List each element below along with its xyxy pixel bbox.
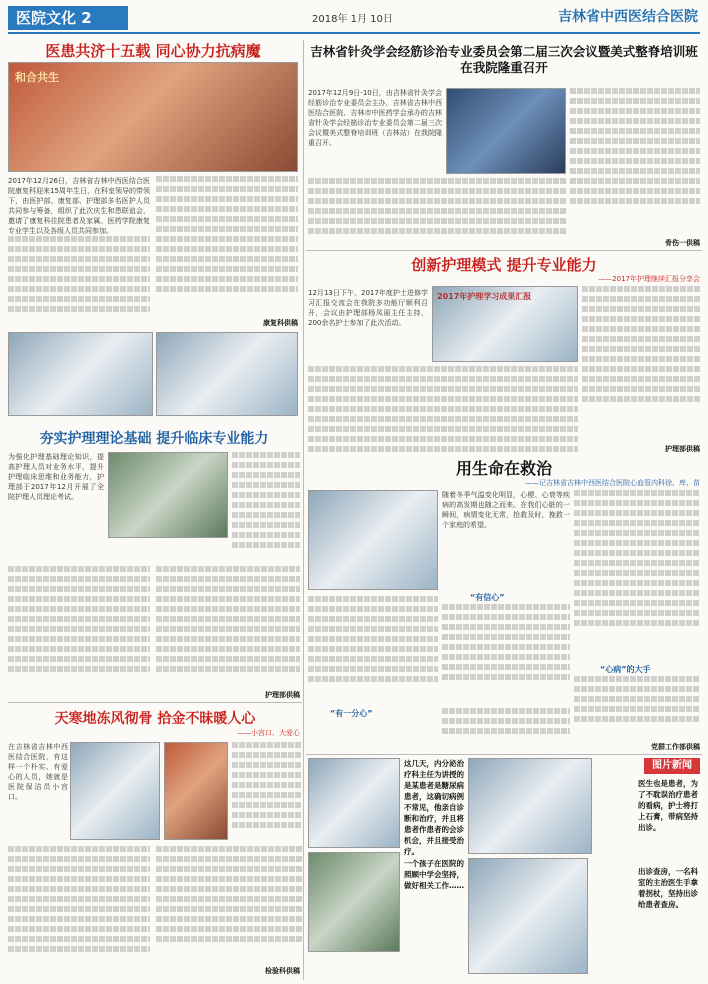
article3-body-col2 (308, 366, 578, 456)
article2-photo (446, 88, 566, 174)
article1-photo-3 (156, 332, 298, 416)
article1-photo-banner: 和合共生 (15, 71, 59, 84)
article3-body (308, 288, 428, 358)
article5-body-col5 (574, 676, 700, 736)
article5-body-col2 (442, 604, 570, 704)
article3-body-col3 (582, 286, 700, 436)
photo-news-4 (468, 858, 588, 974)
article6-source: 检验科供稿 (265, 967, 300, 975)
photo-news-tag: 图片新闻 (644, 758, 700, 774)
article2-source: 骨伤一供稿 (665, 239, 700, 247)
article5-quote-1: “有信心” (470, 593, 505, 602)
photo-news-caption-3: 医生也是患者，为了不耽误治疗患者的看病，护士将打上石膏，带病坚持出诊。 (638, 779, 698, 832)
article2-body-col3 (570, 88, 700, 238)
article4-body-col2 (156, 566, 300, 686)
article3-photo-banner: 2017年护理学习成果汇报 (437, 292, 532, 301)
article3-subtitle: ——2017年护理继续汇报分享会 (598, 275, 700, 283)
article3-source: 护理部供稿 (665, 445, 700, 453)
article5-quote-2: “有一分心” (330, 709, 373, 718)
article1-source: 康复科供稿 (263, 319, 298, 327)
divider (303, 40, 304, 980)
article5-quote-3: “心病”的大手 (600, 665, 651, 674)
newspaper-logo: 吉林省中西医结合医院 (558, 9, 698, 25)
photo-news-1 (308, 758, 400, 848)
section-tab: 医院文化 2 (8, 6, 128, 30)
photo-news-caption-1: 这几天，内分泌治疗科主任为讲授的是某患者是糖尿病患者，这确切病例不常见，他亲自诊断和治疗，并且将患者作患者的会诊机会，并且接受治疗。 (404, 759, 464, 856)
article1-title: 医患共济十五载 同心协力抗病魔 (45, 42, 261, 60)
article4-body-col1 (8, 566, 150, 686)
article5-source: 党群工作部供稿 (651, 743, 700, 751)
article1-photo-2 (8, 332, 153, 416)
page-header (0, 0, 708, 36)
article3-photo (432, 286, 578, 362)
article5-subtitle: ——记吉林省吉林中西医结合医院心血管内科徐、库、苗 (525, 479, 700, 487)
article5-title: 用生命在救治 (455, 459, 552, 478)
photo-news-caption-2: 一个孩子在医院的照顾中学会坚持，做好相关工作…… (404, 859, 464, 890)
article6-body-col1 (8, 846, 150, 966)
article4-photo (108, 452, 228, 538)
article6-photo-2 (164, 742, 228, 840)
article6-body-col3 (232, 742, 302, 840)
article5-lead: 随着冬季气温变化明显，心梗、心衰等疾病的高发期也随之而来。在我们心脏的一瞬间，病情变化无常，抢救及时，挽救一个家庭的希望。 (442, 491, 570, 529)
article6-photo (70, 742, 160, 840)
article5-photo (308, 490, 438, 590)
issue-date: 2018年 1月 10日 (312, 14, 393, 25)
article5-body (442, 490, 570, 586)
article3-title: 创新护理模式 提升专业能力 (411, 256, 597, 274)
article6-body-col2 (156, 846, 302, 956)
divider (306, 250, 702, 251)
article5-body-col1 (308, 596, 438, 704)
header-rule (8, 32, 700, 34)
article5-body-col4 (442, 708, 570, 748)
article1-lead: 2017年12月26日，吉林省吉林中西医结合医院康复科迎来15周年生日，在科室领导的带领下，由医护部、康复部、护理部多名医护人员共同参与筹备，组织了此次庆生和患联谊会，邀请了康复科住院患者及家属、医药学院康复专业学生以及各级人员共同参加。 (8, 177, 150, 235)
article2-lead: 2017年12月9日-10日，由吉林省针灸学会经筋诊治专业委员会主办，吉林省吉林中西医结合医院、吉林市中医药学会承办的吉林省针灸学会经筋诊治专业委员会第二届三次会议暨美式整脊培训班（吉林站）在我院隆重召开。 (308, 89, 442, 147)
photo-news-3 (468, 758, 592, 854)
photo-news-caption-4: 出诊查房，一名科室的主治医生手拿着拐杖，坚持出诊给患者查房。 (638, 867, 698, 909)
article2-body-col2 (308, 178, 566, 244)
article2-title: 吉林省针灸学会经筋诊治专业委员会第二届三次会议暨美式整脊培训班在我院隆重召开 (310, 44, 698, 75)
article6-body (8, 742, 68, 842)
article6-lead: 在吉林省吉林中西医结合医院，有这样一个朴实、有爱心的人员，她就是医院保洁员小宫口。 (8, 743, 68, 801)
article4-title: 夯实护理理论基础 提升临床专业能力 (39, 431, 269, 447)
photo-news-2 (308, 852, 400, 952)
article6-title: 天寒地冻风彻骨 拾金不昧暖人心 (54, 711, 256, 727)
article1-photo (8, 62, 298, 172)
article6-subtitle: ——小宫口、大爱心 (237, 729, 300, 737)
divider (8, 702, 302, 703)
article1-body-col2 (156, 176, 298, 326)
article4-body-col3 (232, 452, 300, 562)
article2-body (308, 88, 442, 168)
article4-source: 护理部供稿 (265, 691, 300, 699)
article5-body-col3 (574, 490, 700, 660)
divider (306, 754, 702, 755)
article4-lead: 为强化护理基础理论知识，提高护理人员对业务水平，提升护理临床思维和业务能力，护理部于2017年12月开展了全院护理人员理论考试。 (8, 453, 104, 501)
article4-body (8, 452, 104, 562)
article1-body (8, 176, 150, 326)
article3-lead: 12月13日下午，2017年度护士进修学习汇报交流会在我院多功能厅顺利召开，会议由护理部杨凤丽主任主持，200余名护士参加了此次活动。 (308, 289, 428, 327)
